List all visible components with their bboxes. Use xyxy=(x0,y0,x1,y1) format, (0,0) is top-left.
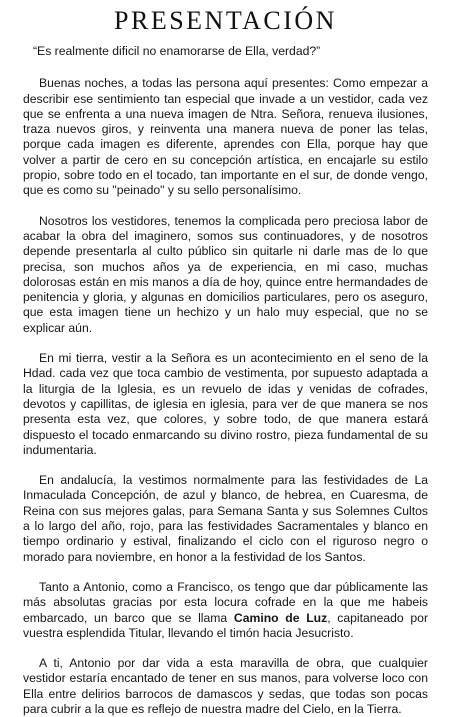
paragraph-1 xyxy=(23,76,428,198)
paragraph-3 xyxy=(23,351,428,458)
paragraph-5-text-b: , capitaneado por vuestra esplendida Titular, llevando el timón hacia Jesucristo. xyxy=(23,610,429,640)
paragraph-2 xyxy=(23,214,428,336)
paragraph-1-text: Buenas noches, a todas las persona aquí presentes: Como empezar a describir ese sentimiento tan especial que invade a un vestidor, cada vez que se enfrenta a una nueva imagen de Ntra. Señora, renueva ilusiones, traza nuevos giros, y reinventa una manera nueva de poner las telas, porque cada imagen es diferente, aprendes con Ella, porque hay que volver a partir de cero en su concepción artística, en encajarle su estilo propio, sobre todo en el tocado, tan importante en el sur, de donde vengo, que es como su "peinado" y su sello personalísimo. xyxy=(23,76,428,198)
paragraph-6 xyxy=(23,656,428,717)
paragraph-2-text: Nosotros los vestidores, tenemos la complicada pero preciosa labor de acabar la obra del imaginero, somos sus continuadores, y de nosotros depende presentarla al culto público sin quitarle ni darle mas de lo que precisa, son muchos años ya de experiencia, en mi caso, muchas dolorosas están en mis manos a día de hoy, quince entre hermandades de penitencia y gloria, y algunas en domicilios particulares, pero os aseguro, que esta imagen tiene un hechizo y un halo muy especial, que no se explicar aún. xyxy=(23,213,428,335)
paragraph-5-text-a: Tanto a Antonio, como a Francisco, os tengo que dar públicamente las más absolutas gracias por esta locura cofrade en la que me habeis embarcado, un barco que se llama xyxy=(23,579,428,625)
opening-quote: “Es realmente dificil no enamorarse de Ella, verdad?” xyxy=(33,44,321,58)
paragraph-3-text: En mi tierra, vestir a la Señora es un acontecimiento en el seno de la Hdad. cada vez que toca cambio de vestimenta, por supuesto adaptada a la liturgia de la Iglesia, es un revuelo de idas y venidas de cofrades, devotos y capillitas, de iglesia en iglesia, para ver de que manera se nos presenta esta vez, que colores, y sobre todo, de que manera estará dispuesto el tocado enmarcando su divino rostro, pieza fundamental de su indumentaria. xyxy=(23,351,428,457)
page-title: PRESENTACIÓN xyxy=(114,6,337,35)
body-text-container xyxy=(23,76,428,717)
paragraph-4 xyxy=(23,473,428,565)
paragraph-5-highlight: Camino de Luz xyxy=(233,610,328,625)
paragraph-5 xyxy=(23,580,428,641)
paragraph-6-text: A ti, Antonio por dar vida a esta maravilla de obra, que cualquier vestidor estaría encantado de tener en sus manos, para volverse loco con Ella entre delirios barrocos de damascos y sedas, que todas son pocas para cubrir a la que es reflejo de nuestra madre del Cielo, en la Tierra. xyxy=(23,656,428,716)
paragraph-4-text: En andalucía, la vestimos normalmente para las festividades de La Inmaculada Concepción, de azul y blanco, de hebrea, en Cuaresma, de Reina con sus mejores galas, para Semana Santa y sus Solemnes Cultos a lo largo del año, rojo, para las festividades Sacramentales y blanco en tiempo ordinario y estival, finalizando el ciclo con el riguroso negro o morado para noviembre, en honor a la festividad de los Santos. xyxy=(23,473,428,564)
